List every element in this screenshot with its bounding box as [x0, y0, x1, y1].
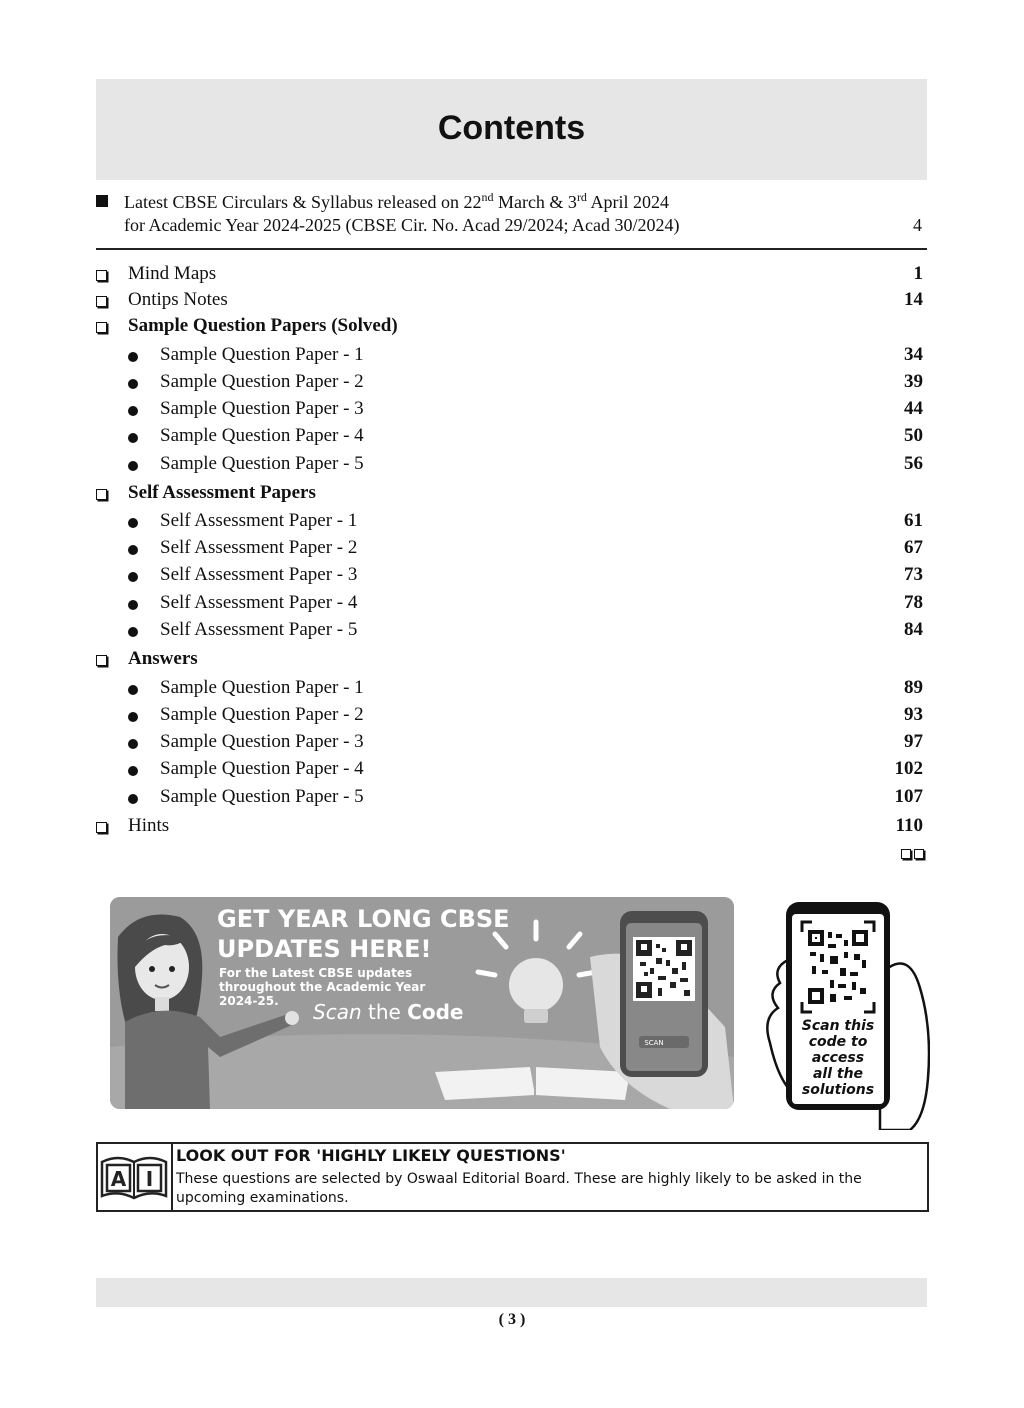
- toc-item-answers-4[interactable]: [96, 758, 923, 784]
- toc-section-sqp[interactable]: [96, 315, 923, 341]
- banner-scan-cta: Scan the Code: [313, 1000, 464, 1024]
- toc-label: Sample Question Paper - 4: [160, 425, 364, 446]
- toc-section-answers[interactable]: [96, 648, 923, 674]
- scan-msg-line: code to: [808, 1034, 868, 1050]
- checkbox-icon: [96, 822, 107, 833]
- bullet-icon: [128, 712, 138, 722]
- toc-page: 102: [894, 758, 923, 779]
- checkbox-icon: [96, 322, 107, 333]
- toc-label: Sample Question Paper - 1: [160, 344, 364, 365]
- toc-page: 84: [904, 619, 923, 640]
- toc-label: Self Assessment Paper - 2: [160, 537, 358, 558]
- banner-sub-line: For the Latest CBSE updates: [219, 966, 413, 980]
- bullet-icon: [128, 739, 138, 749]
- phone-scan-button-label: SCAN: [644, 1039, 664, 1047]
- title-band: [96, 79, 927, 180]
- toc-item-sqp-5[interactable]: [96, 453, 923, 479]
- toc-label: Sample Question Paper - 2: [160, 371, 364, 392]
- checkbox-icon: [96, 296, 107, 307]
- banner-sub-line: 2024-25.: [219, 994, 279, 1008]
- toc-item-answers-2[interactable]: [96, 704, 923, 730]
- scan-msg-line: access: [811, 1050, 865, 1066]
- toc-label: Sample Question Paper - 1: [160, 677, 364, 698]
- bullet-icon: [128, 518, 138, 528]
- bullet-icon: [128, 406, 138, 416]
- ai-logo-letter-a: A: [110, 1167, 127, 1191]
- toc-label: Sample Question Paper - 3: [160, 731, 364, 752]
- checkbox-icon: [914, 849, 924, 859]
- footer-band: [96, 1278, 927, 1307]
- toc-label: Hints: [128, 815, 170, 836]
- bullet-icon: [128, 794, 138, 804]
- checkbox-icon: [901, 849, 911, 859]
- toc-item-sqp-2[interactable]: [96, 371, 923, 397]
- toc-label: Self Assessment Paper - 5: [160, 619, 358, 640]
- toc-page: 110: [895, 815, 923, 836]
- filled-square-icon: [96, 195, 108, 207]
- note-description: These questions are selected by Oswaal Editorial Board. These are highly likely to be asked in the upcoming examinations.: [176, 1171, 862, 1206]
- banner-sub-line: throughout the Academic Year: [219, 980, 426, 994]
- toc-label: Sample Question Paper - 5: [160, 453, 364, 474]
- bullet-icon: [128, 352, 138, 362]
- toc-label: Sample Question Paper - 3: [160, 398, 364, 419]
- checkbox-icon: [96, 489, 107, 500]
- page-title: Contents: [437, 109, 586, 147]
- toc-item-hints[interactable]: [96, 815, 923, 841]
- toc-page: 39: [904, 371, 923, 392]
- bullet-icon: [128, 433, 138, 443]
- toc-item-answers-3[interactable]: [96, 731, 923, 757]
- toc-page: 34: [904, 344, 923, 365]
- highly-likely-questions-note: [96, 1142, 929, 1212]
- toc-label: Self Assessment Paper - 3: [160, 564, 358, 585]
- bullet-icon: [128, 545, 138, 555]
- note-title: LOOK OUT FOR 'HIGHLY LIKELY QUESTIONS': [176, 1146, 566, 1165]
- toc-page: 1: [913, 263, 923, 284]
- toc-page: 73: [904, 564, 923, 585]
- scan-msg-line: all the: [812, 1066, 864, 1082]
- toc-item-sap-3[interactable]: [96, 564, 923, 590]
- toc-label: Mind Maps: [128, 263, 217, 284]
- toc-page: 56: [904, 453, 923, 474]
- toc-page: 93: [904, 704, 923, 725]
- toc-label: Sample Question Paper - 4: [160, 758, 364, 779]
- page-number: ( 3 ): [498, 1311, 526, 1328]
- cbse-updates-banner[interactable]: [110, 897, 734, 1109]
- scan-msg-line: Scan this: [801, 1018, 875, 1034]
- toc-item-sap-4[interactable]: [96, 592, 923, 618]
- bullet-icon: [128, 685, 138, 695]
- bullet-icon: [128, 461, 138, 471]
- toc-label: Sample Question Paper - 5: [160, 786, 364, 807]
- ai-book-icon: [98, 1144, 173, 1210]
- toc-item-answers-5[interactable]: [96, 786, 923, 812]
- end-of-contents-mark: [901, 849, 924, 859]
- bullet-icon: [128, 572, 138, 582]
- scan-msg-line: solutions: [801, 1082, 875, 1098]
- circular-entry[interactable]: [96, 190, 927, 250]
- toc-item-sap-2[interactable]: [96, 537, 923, 563]
- toc-page: 67: [904, 537, 923, 558]
- bullet-icon: [128, 766, 138, 776]
- toc-section-label: Self Assessment Papers: [128, 482, 316, 503]
- toc-label: Ontips Notes: [128, 289, 228, 310]
- bullet-icon: [128, 627, 138, 637]
- ai-logo-letter-i: I: [145, 1167, 154, 1191]
- checkbox-icon: [96, 270, 107, 281]
- toc-page: 44: [904, 398, 923, 419]
- toc-page: 61: [904, 510, 923, 531]
- toc-item-answers-1[interactable]: [96, 677, 923, 703]
- banner-heading-line1: GET YEAR LONG CBSE: [217, 905, 510, 933]
- toc-item-sqp-3[interactable]: [96, 398, 923, 424]
- toc-label: Self Assessment Paper - 1: [160, 510, 358, 531]
- circular-page: 4: [913, 215, 922, 235]
- banner-heading-line2: UPDATES HERE!: [217, 935, 432, 963]
- toc-label: Self Assessment Paper - 4: [160, 592, 358, 613]
- toc-item-sap-1[interactable]: [96, 510, 923, 536]
- toc-page: 107: [894, 786, 923, 807]
- toc-page: 89: [904, 677, 923, 698]
- toc-item-mind-maps[interactable]: [96, 263, 923, 289]
- checkbox-icon: [96, 655, 107, 666]
- toc-item-ontips[interactable]: [96, 289, 923, 315]
- toc-page: 14: [904, 289, 923, 310]
- toc-item-sqp-4[interactable]: [96, 425, 923, 451]
- toc-section-label: Answers: [128, 648, 198, 669]
- toc-page: 50: [904, 425, 923, 446]
- circular-line2: for Academic Year 2024-2025 (CBSE Cir. No. Acad 29/2024; Acad 30/2024): [124, 215, 680, 235]
- circular-line1: Latest CBSE Circulars & Syllabus released on 22nd March & 3rd April 2024: [124, 190, 669, 212]
- bullet-icon: [128, 600, 138, 610]
- qr-scan-instructions: [788, 1018, 888, 1098]
- toc-item-sap-5[interactable]: [96, 619, 923, 645]
- toc-item-sqp-1[interactable]: [96, 344, 923, 370]
- bullet-icon: [128, 379, 138, 389]
- toc-page: 78: [904, 592, 923, 613]
- toc-section-label: Sample Question Papers (Solved): [128, 315, 398, 336]
- toc-section-sap[interactable]: [96, 482, 923, 508]
- toc-page: 97: [904, 731, 923, 752]
- toc-label: Sample Question Paper - 2: [160, 704, 364, 725]
